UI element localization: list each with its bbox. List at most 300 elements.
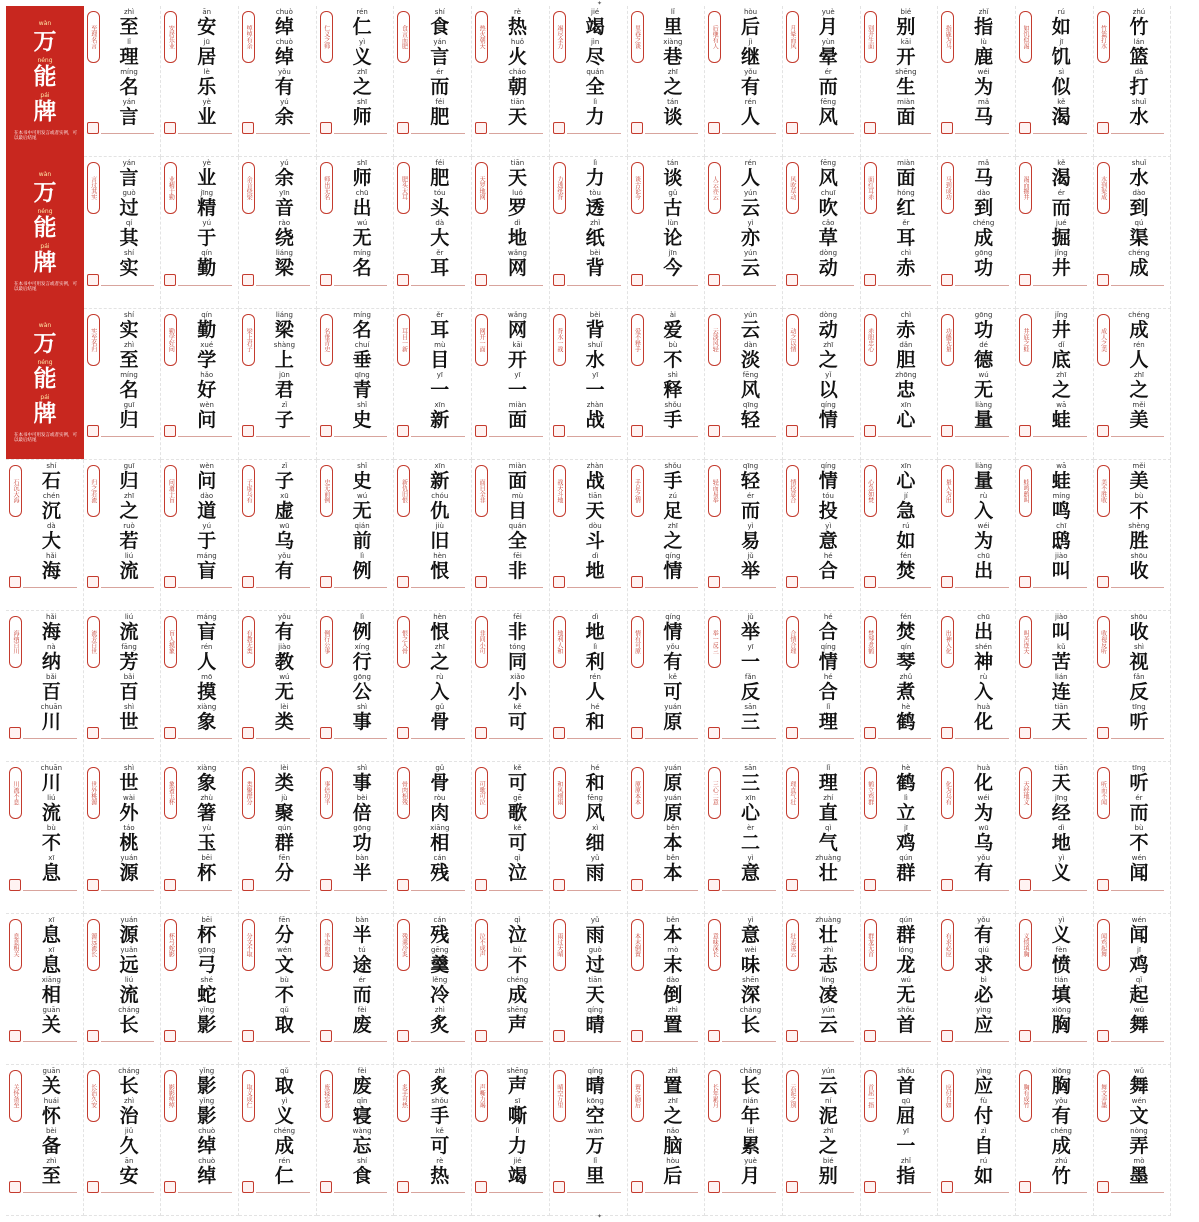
- pinyin-label: yǒu: [277, 68, 291, 76]
- pinyin-label: qiú: [978, 945, 989, 954]
- pinyin-label: huà: [977, 703, 991, 711]
- character-unit: [178, 1097, 235, 1127]
- pinyin-label: qún: [277, 824, 292, 833]
- pinyin-label: wú: [357, 219, 368, 228]
- character-unit: [722, 673, 779, 703]
- hanzi-character: 之: [663, 76, 683, 98]
- pinyin-label: wā: [1056, 461, 1067, 470]
- hanzi-character: 理: [818, 711, 838, 733]
- character-unit: [800, 401, 857, 431]
- hanzi-character: 言: [119, 167, 139, 190]
- red-stamp-icon: [941, 425, 953, 437]
- idiom-characters: [800, 462, 857, 582]
- character-unit: [23, 462, 80, 492]
- idiom-card: [861, 914, 939, 1065]
- idiom-characters: [1033, 159, 1090, 279]
- pinyin-label: jì: [748, 38, 753, 46]
- brand-title-char: 能: [33, 63, 57, 90]
- hanzi-character: 龙: [896, 953, 916, 976]
- idiom-characters: [178, 462, 235, 582]
- divider: [567, 587, 621, 588]
- pinyin-label: hé: [823, 551, 833, 560]
- pinyin-label: jǐng: [1054, 249, 1068, 258]
- pinyin-label: shí: [124, 310, 135, 319]
- character-unit: [178, 68, 235, 98]
- pinyin-label: xué: [200, 340, 214, 349]
- character-unit: [178, 492, 235, 522]
- pinyin-label: chén: [42, 491, 60, 500]
- character-unit: [334, 311, 391, 341]
- idiom-card: [394, 460, 472, 611]
- pinyin-label: rù: [436, 673, 444, 681]
- idiom-characters: [955, 462, 1012, 582]
- character-unit: [1033, 38, 1090, 68]
- divider: [722, 587, 776, 588]
- idiom-characters: [955, 613, 1012, 733]
- pinyin-label: qú: [1134, 219, 1144, 228]
- red-stamp-icon: [941, 122, 953, 134]
- pinyin-label: chū: [977, 613, 990, 621]
- pinyin-label: qún: [899, 854, 913, 863]
- hanzi-character: 梁: [274, 318, 294, 341]
- pinyin-label: rén: [744, 98, 757, 106]
- character-unit: [955, 68, 1012, 98]
- pinyin-label: hòu: [666, 1156, 680, 1165]
- idiom-card: [84, 762, 162, 913]
- character-unit: [1033, 401, 1090, 431]
- pinyin-label: yuán: [120, 854, 138, 863]
- character-unit: [722, 552, 779, 582]
- hanzi-character: 天: [585, 499, 605, 522]
- red-stamp-icon: [786, 1030, 798, 1042]
- idiom-seal: 业精于勤: [164, 162, 177, 214]
- divider: [178, 285, 232, 286]
- hanzi-character: 置: [663, 1013, 683, 1036]
- idiom-seal: 息息相关: [9, 919, 22, 971]
- idiom-characters: [334, 311, 391, 431]
- hanzi-character: 焚: [896, 621, 916, 643]
- pinyin-label: kǔ: [1057, 643, 1066, 651]
- hanzi-character: 绰: [197, 1164, 217, 1187]
- brand-pinyin: néng: [37, 208, 53, 215]
- hanzi-character: 海: [41, 559, 61, 582]
- hanzi-character: 之: [1051, 378, 1071, 401]
- hanzi-character: 吹: [818, 197, 838, 220]
- idiom-card: [472, 762, 550, 913]
- character-unit: [722, 341, 779, 371]
- divider: [256, 890, 310, 891]
- character-unit: [722, 916, 779, 946]
- red-stamp-icon: [941, 274, 953, 286]
- hanzi-character: 风: [818, 106, 838, 128]
- character-unit: [722, 1006, 779, 1036]
- pinyin-label: wéi: [977, 794, 990, 803]
- idiom-seal: 安居乐业: [164, 11, 177, 63]
- red-stamp-icon: [320, 727, 332, 739]
- hanzi-character: 晴: [585, 1013, 605, 1036]
- idiom-seal: 情有可原: [631, 616, 644, 668]
- hanzi-character: 为: [974, 802, 994, 825]
- idiom-card: [472, 6, 550, 157]
- hanzi-character: 仁: [352, 16, 372, 38]
- red-stamp-icon: [397, 1181, 409, 1193]
- pinyin-label: chuò: [275, 38, 293, 46]
- idiom-card: [1016, 1065, 1094, 1216]
- hanzi-character: 义: [352, 46, 372, 68]
- pinyin-label: qíng: [587, 1005, 603, 1014]
- divider: [411, 285, 465, 286]
- character-unit: [256, 98, 313, 128]
- pinyin-label: ér: [746, 491, 755, 500]
- hanzi-character: 叫: [1051, 621, 1071, 643]
- divider: [101, 1192, 155, 1193]
- hanzi-character: 易: [741, 529, 761, 552]
- pinyin-label: lán: [1133, 38, 1145, 46]
- pinyin-label: jīn: [668, 249, 677, 258]
- character-unit: [23, 1006, 80, 1036]
- character-unit: [1111, 219, 1168, 249]
- pinyin-label: kāi: [900, 38, 912, 46]
- character-unit: [178, 1127, 235, 1157]
- divider: [1111, 133, 1165, 134]
- divider: [955, 1041, 1009, 1042]
- red-stamp-icon: [631, 1030, 643, 1042]
- hanzi-character: 后: [663, 1164, 683, 1187]
- pinyin-label: fèn: [1055, 945, 1067, 954]
- character-unit: [256, 38, 313, 68]
- idiom-seal: 焚琴煮鹤: [864, 616, 877, 668]
- brand-note: 在本书中可用发言或者实例，可以最后结尾: [14, 433, 77, 444]
- hanzi-character: 有: [274, 559, 294, 582]
- pinyin-label: wú: [900, 975, 911, 984]
- hanzi-character: 云: [818, 1013, 838, 1036]
- hanzi-character: 半: [352, 862, 372, 885]
- character-unit: [489, 311, 546, 341]
- pinyin-label: xīn: [900, 400, 912, 409]
- idiom-seal: 风吹草动: [786, 162, 799, 214]
- character-unit: [411, 159, 468, 189]
- pinyin-label: sān: [744, 764, 757, 773]
- idiom-seal: 马到成功: [941, 162, 954, 214]
- idiom-characters: [334, 159, 391, 279]
- red-stamp-icon: [1097, 425, 1109, 437]
- idiom-seal: 史无前例: [320, 465, 333, 517]
- character-unit: [256, 311, 313, 341]
- idiom-card: [550, 309, 628, 460]
- pinyin-label: shōu: [1130, 613, 1148, 621]
- pinyin-label: lèi: [280, 703, 289, 711]
- pinyin-label: míng: [120, 68, 138, 76]
- character-unit: [955, 8, 1012, 38]
- pinyin-label: jí: [903, 491, 908, 500]
- character-unit: [645, 854, 702, 884]
- pinyin-label: zhú: [1055, 1156, 1068, 1165]
- hanzi-character: 年: [741, 1104, 761, 1127]
- hanzi-character: 赤: [896, 257, 916, 280]
- hanzi-character: 非: [507, 559, 527, 582]
- hanzi-character: 继: [741, 46, 761, 68]
- pinyin-label: shì: [357, 764, 368, 773]
- idiom-characters: [878, 8, 935, 128]
- hanzi-character: 火: [507, 46, 527, 68]
- character-unit: [567, 1157, 624, 1187]
- character-unit: [567, 492, 624, 522]
- character-unit: [878, 341, 935, 371]
- character-unit: [955, 249, 1012, 279]
- pinyin-label: běn: [666, 854, 680, 863]
- pinyin-label: lì: [903, 794, 908, 803]
- hanzi-character: 舞: [1129, 1074, 1149, 1097]
- character-unit: [334, 462, 391, 492]
- hanzi-character: 归: [119, 469, 139, 492]
- pinyin-label: jiào: [278, 643, 291, 651]
- hanzi-character: 雨: [585, 862, 605, 885]
- hanzi-character: 举: [741, 621, 761, 643]
- pinyin-label: yì: [747, 219, 754, 228]
- idiom-card: [161, 762, 239, 913]
- character-unit: [567, 643, 624, 673]
- idiom-seal: 源远流长: [87, 919, 100, 971]
- red-stamp-icon: [864, 1181, 876, 1193]
- idiom-card: [84, 914, 162, 1065]
- hanzi-character: 至: [119, 348, 139, 371]
- hanzi-character: 经: [1051, 802, 1071, 825]
- pinyin-label: kě: [513, 703, 522, 711]
- pinyin-label: cháo: [509, 68, 526, 76]
- idiom-seal: 肥头大耳: [397, 162, 410, 214]
- red-stamp-icon: [475, 1030, 487, 1042]
- brand-pinyin: pái: [40, 92, 50, 99]
- pinyin-label: shī: [357, 159, 368, 168]
- character-unit: [1033, 946, 1090, 976]
- hanzi-character: 泣: [507, 923, 527, 946]
- idiom-card: [628, 157, 706, 308]
- red-stamp-icon: [864, 1030, 876, 1042]
- idiom-card: [550, 914, 628, 1065]
- hanzi-character: 垂: [352, 348, 372, 371]
- red-stamp-icon: [708, 879, 720, 891]
- idiom-seal: 实至名归: [87, 314, 100, 366]
- pinyin-label: dòng: [819, 310, 838, 319]
- character-unit: [489, 552, 546, 582]
- pinyin-label: rén: [200, 643, 213, 651]
- idiom-seal: 杯弓蛇影: [164, 919, 177, 971]
- character-unit: [178, 643, 235, 673]
- pinyin-label: mù: [511, 491, 524, 500]
- pinyin-label: tán: [667, 159, 679, 168]
- pinyin-label: wèi: [744, 945, 757, 954]
- character-unit: [645, 311, 702, 341]
- pinyin-label: liú: [47, 794, 56, 803]
- pinyin-label: wú: [357, 491, 368, 500]
- pinyin-label: hé: [823, 673, 833, 681]
- character-unit: [334, 371, 391, 401]
- hanzi-character: 有: [274, 621, 294, 643]
- divider: [101, 738, 155, 739]
- idiom-seal: 谈古论今: [631, 162, 644, 214]
- character-unit: [411, 1067, 468, 1097]
- pinyin-label: wàn: [587, 1126, 603, 1135]
- pinyin-label: yǒu: [277, 551, 291, 560]
- hanzi-character: 云: [741, 318, 761, 341]
- idiom-seal: 绰绰有余: [242, 11, 255, 63]
- pinyin-label: dì: [514, 219, 521, 228]
- character-unit: [1111, 1006, 1168, 1036]
- hanzi-character: 力: [585, 106, 605, 128]
- character-unit: [411, 946, 468, 976]
- hanzi-character: 功: [974, 257, 994, 280]
- hanzi-character: 问: [197, 469, 217, 492]
- idiom-card: [472, 1065, 550, 1216]
- hanzi-character: 取: [274, 1074, 294, 1097]
- hanzi-character: 寝: [352, 1104, 372, 1127]
- character-unit: [878, 311, 935, 341]
- pinyin-label: miàn: [508, 461, 527, 470]
- pinyin-label: huà: [977, 764, 991, 773]
- hanzi-character: 史: [352, 469, 372, 492]
- character-unit: [1033, 1067, 1090, 1097]
- idiom-card: [161, 1065, 239, 1216]
- character-unit: [1033, 1097, 1090, 1127]
- divider: [955, 285, 1009, 286]
- hanzi-character: 关: [41, 1074, 61, 1097]
- character-unit: [489, 916, 546, 946]
- character-unit: [722, 401, 779, 431]
- idiom-card: [239, 611, 317, 762]
- character-unit: [101, 341, 158, 371]
- character-unit: [955, 401, 1012, 431]
- character-unit: [411, 673, 468, 703]
- character-unit: [645, 38, 702, 68]
- idiom-card: [472, 157, 550, 308]
- character-unit: [878, 522, 935, 552]
- hanzi-character: 到: [974, 197, 994, 220]
- character-unit: [645, 492, 702, 522]
- idiom-characters: [1033, 764, 1090, 884]
- hanzi-character: 音: [274, 197, 294, 220]
- hanzi-character: 影: [197, 1074, 217, 1097]
- idiom-card: [628, 762, 706, 913]
- hanzi-character: 鹿: [974, 46, 994, 68]
- pinyin-label: máng: [196, 551, 217, 560]
- character-unit: [23, 492, 80, 522]
- pinyin-label: yǐng: [199, 1066, 215, 1075]
- pinyin-label: zhǐ: [900, 1156, 911, 1165]
- hanzi-character: 不: [1129, 832, 1149, 855]
- character-unit: [878, 916, 935, 946]
- idiom-seal: 地利人和: [553, 616, 566, 668]
- hanzi-character: 大: [41, 529, 61, 552]
- hanzi-character: 和: [585, 711, 605, 733]
- idiom-seal: 类聚群分: [242, 767, 255, 819]
- pinyin-label: yì: [1058, 915, 1065, 924]
- pinyin-label: yùn: [821, 38, 835, 46]
- character-unit: [489, 371, 546, 401]
- pinyin-label: shí: [357, 1156, 368, 1165]
- red-stamp-icon: [631, 727, 643, 739]
- hanzi-character: 过: [119, 197, 139, 220]
- pinyin-label: líng: [821, 975, 835, 984]
- divider: [645, 285, 699, 286]
- hanzi-character: 绰: [274, 16, 294, 38]
- pinyin-label: qíng: [665, 551, 681, 560]
- pinyin-label: yì: [281, 1096, 288, 1105]
- hanzi-character: 释: [663, 378, 683, 401]
- character-unit: [411, 462, 468, 492]
- pinyin-label: qín: [201, 310, 213, 319]
- idiom-characters: [489, 159, 546, 279]
- character-unit: [23, 613, 80, 643]
- pinyin-label: yì: [1058, 854, 1065, 863]
- character-unit: [256, 1097, 313, 1127]
- pinyin-label: yǒu: [744, 68, 757, 76]
- hanzi-character: 红: [896, 197, 916, 220]
- divider: [878, 738, 932, 739]
- pinyin-label: qì: [514, 915, 521, 924]
- hanzi-character: 动: [818, 257, 838, 280]
- character-unit: [411, 916, 468, 946]
- pinyin-label: qún: [899, 915, 913, 924]
- character-unit: [489, 824, 546, 854]
- red-stamp-icon: [164, 1181, 176, 1193]
- pinyin-label: zhī: [357, 68, 368, 76]
- idiom-seal: 量入为出: [941, 465, 954, 517]
- pinyin-label: dào: [666, 975, 680, 984]
- character-unit: [645, 189, 702, 219]
- character-unit: [178, 824, 235, 854]
- character-unit: [101, 401, 158, 431]
- pinyin-label: shuǐ: [1131, 98, 1147, 106]
- pinyin-label: xīn: [434, 461, 446, 470]
- character-unit: [101, 68, 158, 98]
- character-unit: [645, 159, 702, 189]
- hanzi-character: 泥: [818, 1104, 838, 1127]
- brand-pinyin: néng: [37, 359, 53, 366]
- character-unit: [411, 401, 468, 431]
- character-unit: [256, 643, 313, 673]
- pinyin-label: chì: [900, 249, 912, 258]
- character-unit: [800, 1006, 857, 1036]
- hanzi-character: 言: [119, 106, 139, 128]
- pinyin-label: bèi: [45, 1126, 57, 1135]
- hanzi-character: 水: [1129, 167, 1149, 190]
- hanzi-character: 乐: [197, 76, 217, 98]
- hanzi-character: 成: [274, 1134, 294, 1157]
- hanzi-character: 分: [274, 862, 294, 885]
- hanzi-character: 例: [352, 559, 372, 582]
- character-unit: [411, 976, 468, 1006]
- pinyin-label: chuān: [40, 703, 63, 711]
- idiom-card: [861, 6, 939, 157]
- idiom-card: [6, 1065, 84, 1216]
- red-stamp-icon: [864, 425, 876, 437]
- pinyin-label: qǐ: [1135, 975, 1143, 984]
- pinyin-label: jī: [1059, 38, 1064, 46]
- character-unit: [800, 492, 857, 522]
- character-unit: [489, 643, 546, 673]
- pinyin-label: hé: [590, 764, 600, 773]
- idiom-card: [394, 914, 472, 1065]
- divider: [334, 587, 388, 588]
- hanzi-character: 里: [585, 1164, 605, 1187]
- hanzi-character: 谈: [663, 106, 683, 128]
- hanzi-character: 有: [1051, 1104, 1071, 1127]
- idiom-card: [628, 309, 706, 460]
- red-stamp-icon: [864, 727, 876, 739]
- character-unit: [1033, 824, 1090, 854]
- character-unit: [334, 68, 391, 98]
- pinyin-label: rú: [1057, 8, 1065, 16]
